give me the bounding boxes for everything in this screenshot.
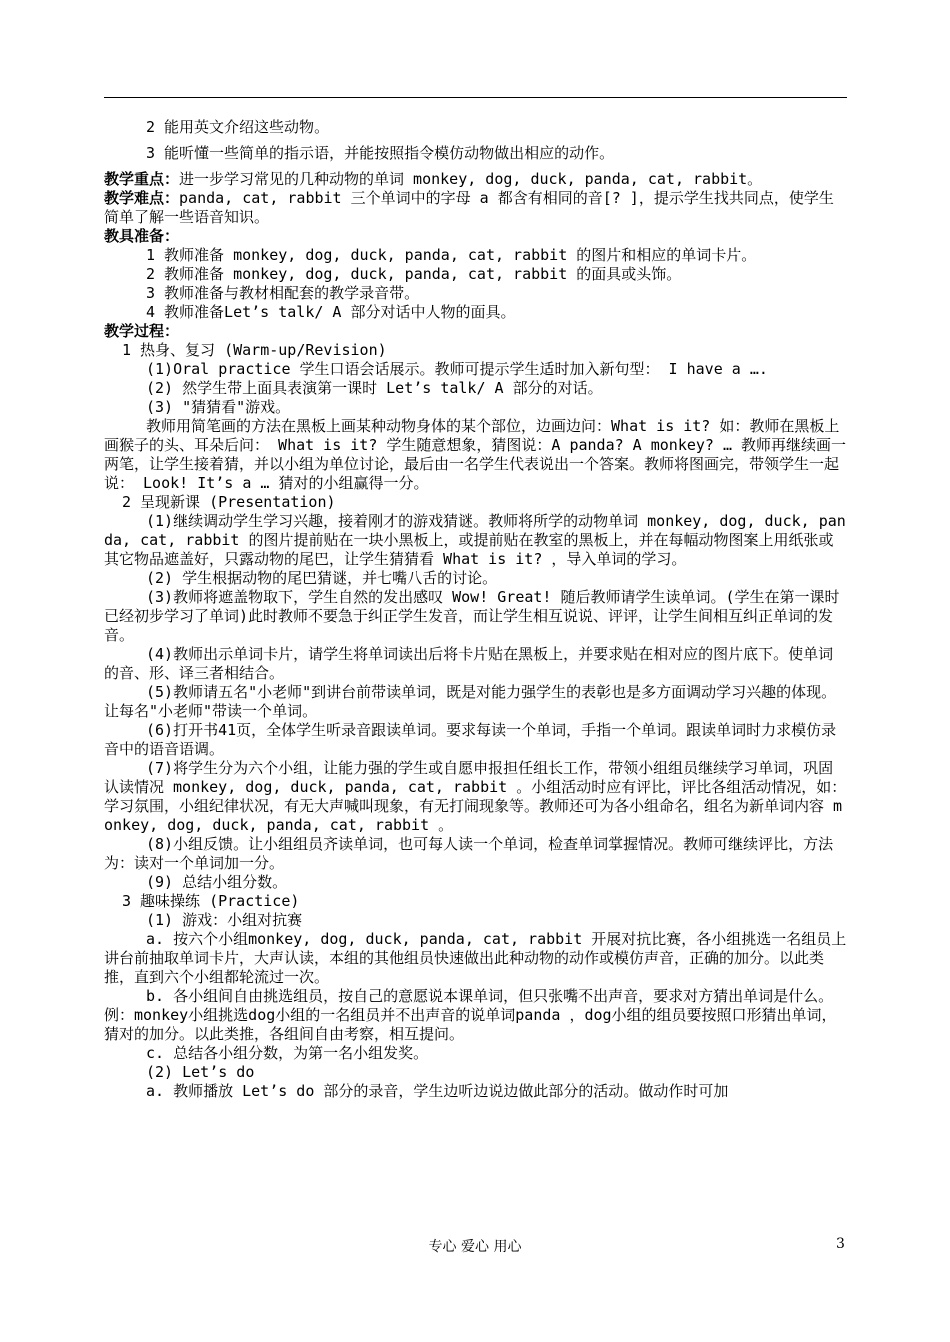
practice-step: c. 总结各小组分数，为第一名小组发奖。 [146, 1044, 429, 1062]
page-footer [0, 1236, 950, 1256]
practice-step: a. 按六个小组monkey, dog, duck, panda, cat, rabbit 开展对抗比赛，各小组挑选一名组员上讲台前抽取单词卡片，大声认读，本组的其他组员快速做出此种动物的动作或模仿声音，正确的加分。以此类推，直到六个小组都轮流过一次。 [104, 930, 847, 986]
practice-step: b. 各小组间自由挑选组员，按自己的意愿说本课单词，但只张嘴不出声音，要求对方猜出单词是什么。例：monkey小组挑选dog小组的一名组员并不出声音的说单词panda ，dog小组的组员要按照口形猜出单词，猜对的加分。以此类推，各组间自由考察，相互提问。 [104, 987, 837, 1043]
materials-item: 2 教师准备 monkey, dog, duck, panda, cat, rabbit 的面具或头饰。 [146, 265, 682, 283]
presentation-step: (5)教师请五名"小老师"到讲台前带读单词，既是对能力强学生的表彰也是多方面调动学习兴趣的体现。让每名"小老师"带读一个单词。 [104, 683, 837, 720]
section-practice: 3 趣味操练 (Practice) [122, 892, 300, 910]
presentation-step: (9) 总结小组分数。 [146, 873, 288, 891]
page-number: 3 [836, 1236, 845, 1252]
key-points-text: 进一步学习常见的几种动物的单词 monkey, dog, duck, panda, cat, rabbit。 [179, 170, 763, 188]
presentation-step: (2) 学生根据动物的尾巴猜谜，并七嘴八舌的讨论。 [146, 569, 498, 587]
key-points [104, 170, 847, 189]
presentation-step: (7)将学生分为六个小组，让能力强的学生或自愿申报担任组长工作，带领小组组员继续学习单词，巩固认读情况 monkey, dog, duck, panda, cat, rabbit 。小组活动时应有评比，评比各组活动情况，如：学习氛围，小组纪律状况，有无大声喊叫现象，有无打闹现象等。教师还可为各小组命名，组名为新单词内容 monkey, dog, duck, panda, cat, rabbit 。 [104, 759, 847, 834]
difficulties [104, 189, 847, 227]
warmup-step: (1)Oral practice 学生口语会话展示。教师可提示学生适时加入新句型： I have a …. [146, 360, 768, 378]
footer-motto: 专心 爱心 用心 [428, 1239, 522, 1255]
warmup-step: (3) "猜猜看"游戏。 [146, 398, 291, 416]
document-body [104, 118, 847, 1101]
practice-step: (1) 游戏：小组对抗赛 [146, 911, 303, 929]
practice-step: (2) Let’s do [146, 1063, 255, 1081]
warmup-step: (2) 然学生带上面具表演第一课时 Let’s talk/ A 部分的对话。 [146, 379, 603, 397]
presentation-step: (8)小组反馈。让小组组员齐读单词，也可每人读一个单词，检查单词掌握情况。教师可继续评比，方法为：读对一个单词加一分。 [104, 835, 834, 872]
presentation-step: (4)教师出示单词卡片，请学生将单词读出后将卡片贴在黑板上，并要求贴在相对应的图片底下。使单词的音、形、译三者相结合。 [104, 645, 834, 682]
materials-item: 4 教师准备Let’s talk/ A 部分对话中人物的面具。 [146, 303, 516, 321]
difficulties-label: 教学难点： [104, 189, 180, 207]
section-presentation: 2 呈现新课 (Presentation) [122, 493, 336, 511]
materials-item: 3 教师准备与教材相配套的教学录音带。 [146, 284, 420, 302]
goal-2: 2 能用英文介绍这些动物。 [146, 118, 330, 136]
goal-3: 3 能听懂一些简单的指示语，并能按照指令模仿动物做出相应的动作。 [146, 144, 615, 162]
materials-item: 1 教师准备 monkey, dog, duck, panda, cat, rabbit 的图片和相应的单词卡片。 [146, 246, 757, 264]
key-points-label: 教学重点： [104, 170, 180, 188]
header-rule [104, 97, 847, 98]
presentation-step: (1)继续调动学生学习兴趣，接着刚才的游戏猜谜。教师将所学的动物单词 monkey, dog, duck, panda, cat, rabbit 的图片提前贴在一块小黑板上，或提前贴在教室的黑板上，并在每幅动物图案上用纸张或其它物品遮盖好，只露动物的尾巴，让学生猜猜看 What is it? ，导入单词的学习。 [104, 512, 846, 568]
practice-step: a. 教师播放 Let’s do 部分的录音，学生边听边说边做此部分的活动。做动作时可加 [146, 1082, 729, 1100]
warmup-paragraph: 教师用简笔画的方法在黑板上画某种动物身体的某个部位，边画边问：What is it? 如：教师在黑板上画猴子的头、耳朵后问： What is it? 学生随意想象，猜图说：A panda? A monkey? … 教师再继续画一两笔，让学生接着猜，并以小组为单位讨论，最后由一名学生代表说出一个答案。教师将图画完，带领学生一起说： Look! It’s a … 猜对的小组赢得一分。 [104, 417, 847, 492]
process-heading: 教学过程： [104, 322, 180, 340]
difficulties-text: panda, cat, rabbit 三个单词中的字母 a 都含有相同的音[? ]，提示学生找共同点，使学生简单了解一些语音知识。 [104, 189, 834, 226]
materials-heading: 教具准备： [104, 227, 180, 245]
presentation-step: (3)教师将遮盖物取下，学生自然的发出感叹 Wow! Great! 随后教师请学生读单词。(学生在第一课时已经初步学习了单词)此时教师不要急于纠正学生发音，而让学生相互说说、评评，让学生间相互纠正单词的发音。 [104, 588, 840, 644]
section-warmup: 1 热身、复习 (Warm-up/Revision) [122, 341, 387, 359]
presentation-step: (6)打开书41页，全体学生听录音跟读单词。要求每读一个单词，手指一个单词。跟读单词时力求模仿录音中的语音语调。 [104, 721, 837, 758]
